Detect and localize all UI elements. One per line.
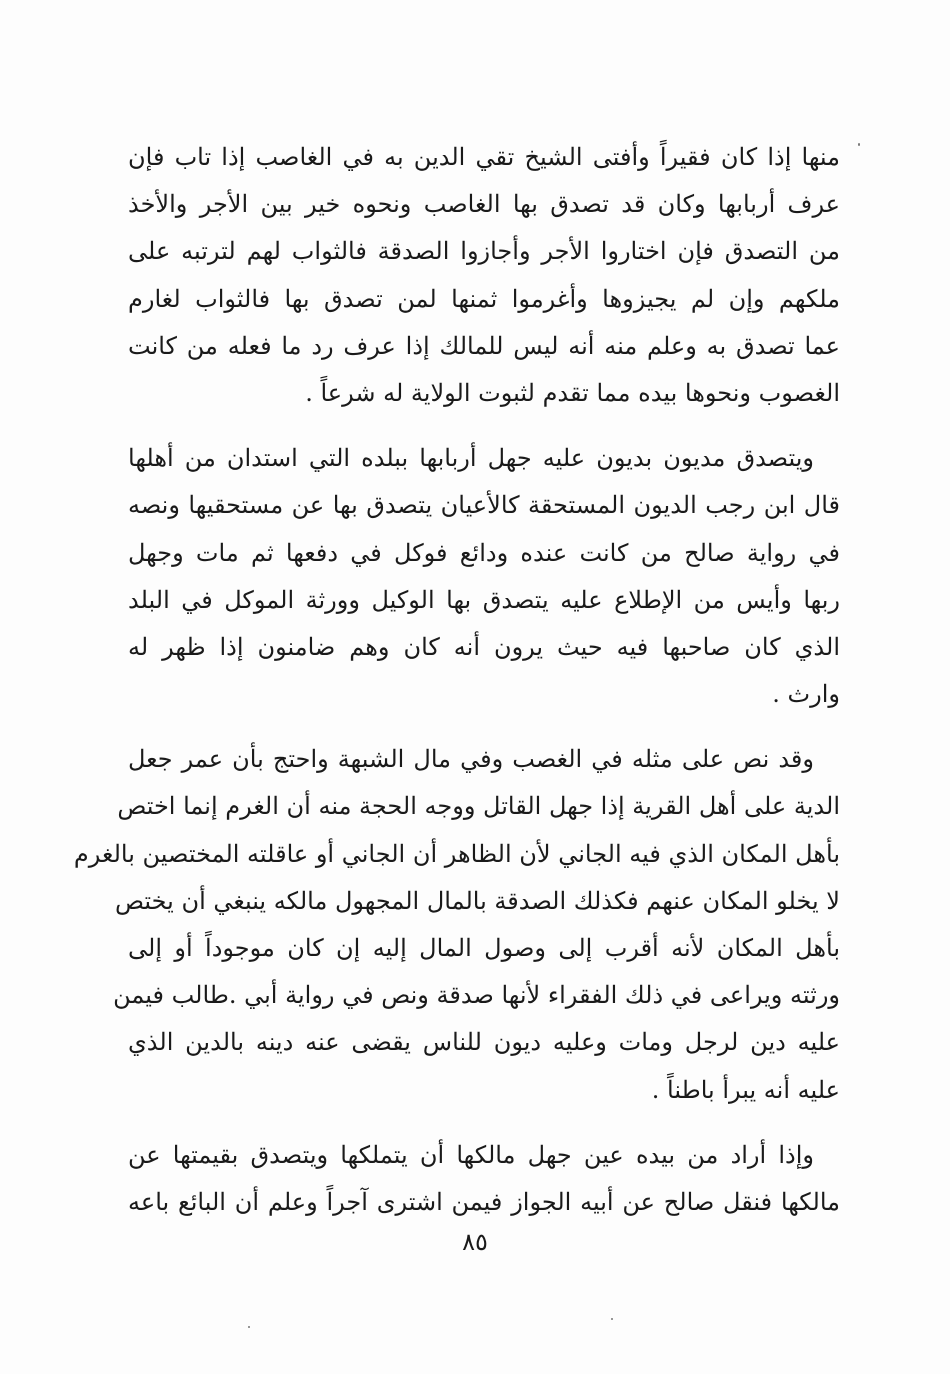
- text-line: الذي كان صاحبها فيه حيث يرون أنه كان وهم ضامنون إذا ظهر له: [128, 632, 840, 661]
- text-line: ورثته ويراعى في ذلك الفقراء لأنها صدقة ونص في رواية أبي .طالب فيمن: [113, 981, 840, 1010]
- text-line: ويتصدق مديون بديون عليه جهل أربابها ببلده التي استدان من أهلها: [128, 444, 814, 473]
- text-line: ملكهم وإن لم يجيزوها وأغرموا ثمنها لمن تصدق بها فالثواب لغارم: [128, 284, 840, 313]
- scan-speck: [248, 1326, 250, 1328]
- text-line: قال ابن رجب الديون المستحقة كالأعيان يتصدق بها عن مستحقيها ونصه: [128, 491, 840, 520]
- text-line: الغصوب ونحوها بيده مما تقدم لثبوت الولاية له شرعاً .: [305, 378, 840, 407]
- paragraph-gap: [128, 1114, 840, 1132]
- text-line: بأهل المكان لأنه أقرب إلى وصول المال إليه إن كان موجوداً أو إلى: [128, 934, 840, 962]
- text-line: في رواية صالح من كانت عنده ودائع فوكل في دفعها ثم مات وجهل: [128, 538, 840, 567]
- text-line: وقد نص على مثله في الغصب وفي مال الشبهة واحتج بأن عمر جعل: [128, 745, 814, 774]
- text-line: لا يخلو المكان عنهم فكذلك الصدقة بالمال المجهول مالكه ينبغي أن يختص: [115, 886, 840, 915]
- paragraph-1: [128, 134, 840, 417]
- paragraph-4: [128, 1132, 840, 1226]
- paragraph-gap: [128, 417, 840, 435]
- text-line: عليه أنه يبرأ باطناً .: [651, 1075, 840, 1104]
- scan-speck: [611, 1318, 613, 1320]
- text-line: عما تصدق به وعلم منه أنه ليس للمالك إذا عرف رد ما فعله من كانت: [128, 331, 840, 360]
- text-line: من التصدق فإن اختاروا الأجر وأجازوا الصدقة فالثواب لهم لترتبه على: [128, 237, 840, 266]
- text-line: وإذا أراد من بيده عين جهل مالكها أن يتملكها ويتصدق بقيمتها عن: [128, 1140, 814, 1169]
- text-line: وارث .: [772, 680, 840, 709]
- body-text: [73, 134, 841, 1226]
- text-line: منها إذا كان فقيراً وأفتى الشيخ تقي الدين به في الغاصب إذا تاب فإن: [128, 143, 840, 171]
- paragraph-gap: [128, 718, 840, 736]
- paragraph-3: [73, 736, 840, 1114]
- scan-speck: [858, 143, 860, 146]
- text-line: الدية على أهل القرية إذا جهل القاتل ووجه الحجة منه أن الغرم إنما اختص: [117, 792, 840, 821]
- paragraph-2: [128, 435, 840, 718]
- text-line: ربها وأيس من الإطلاع عليه يتصدق بها الوكيل وورثة الموكل في البلد: [128, 585, 840, 614]
- text-line: عليه دين لرجل ومات وعليه ديون للناس يقضى عنه دينه بالدين الذي: [128, 1028, 840, 1057]
- text-line: عرف أربابها وكان قد تصدق بها الغاصب ونحوه خير بين الأجر والأخذ: [128, 190, 841, 219]
- text-line: مالكها فنقل صالح عن أبيه الجواز فيمن اشترى آجراً وعلم أن البائع باعه: [128, 1187, 840, 1216]
- page-number: ٨٥: [462, 1228, 488, 1256]
- text-line: بأهل المكان الذي فيه الجاني لأن الظاهر أن الجاني أو عاقلته المختصين بالغرم: [73, 839, 840, 868]
